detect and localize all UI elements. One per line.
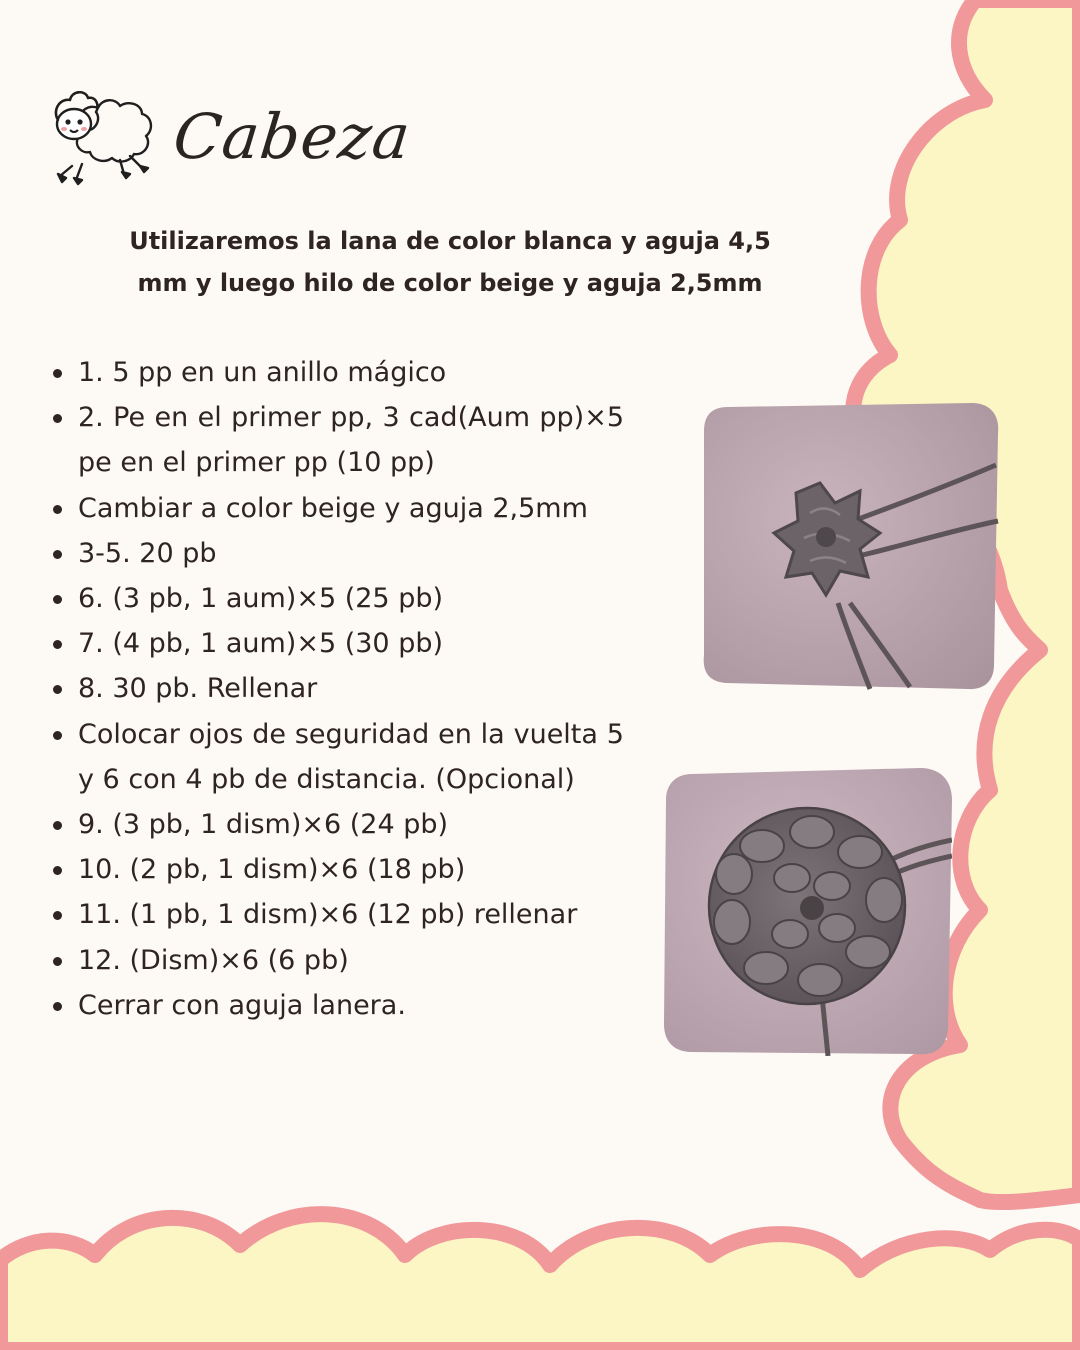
list-item: 2. Pe en el primer pp, 3 cad(Aum pp)×5 pe en el primer pp (10 pp) xyxy=(48,395,624,485)
list-item: 7. (4 pb, 1 aum)×5 (30 pb) xyxy=(48,621,624,666)
list-item: Cambiar a color beige y aguja 2,5mm xyxy=(48,486,624,531)
list-item: 11. (1 pb, 1 dism)×6 (12 pb) rellenar xyxy=(48,892,624,937)
header xyxy=(46,84,415,188)
list-item: 8. 30 pb. Rellenar xyxy=(48,666,624,711)
sheep-icon xyxy=(46,84,158,188)
crochet-photo-finished xyxy=(662,766,952,1056)
list-item: 6. (3 pb, 1 aum)×5 (25 pb) xyxy=(48,576,624,621)
list-item: 1. 5 pp en un anillo mágico xyxy=(48,350,624,395)
page-title: Cabeza xyxy=(170,99,415,173)
list-item: Colocar ojos de seguridad en la vuelta 5 y 6 con 4 pb de distancia. (Opcional) xyxy=(48,712,624,802)
list-item: 12. (Dism)×6 (6 pb) xyxy=(48,938,624,983)
intro-line-2: mm y luego hilo de color beige y aguja 2,5mm xyxy=(137,269,763,297)
list-item: 9. (3 pb, 1 dism)×6 (24 pb) xyxy=(48,802,624,847)
intro-text xyxy=(100,220,800,304)
list-item: 10. (2 pb, 1 dism)×6 (18 pb) xyxy=(48,847,624,892)
list-item: Cerrar con aguja lanera. xyxy=(48,983,624,1028)
intro-line-1: Utilizaremos la lana de color blanca y aguja 4,5 xyxy=(129,227,771,255)
crochet-photo-start xyxy=(700,403,1000,690)
list-item: 3-5. 20 pb xyxy=(48,531,624,576)
steps-list xyxy=(48,350,624,1028)
